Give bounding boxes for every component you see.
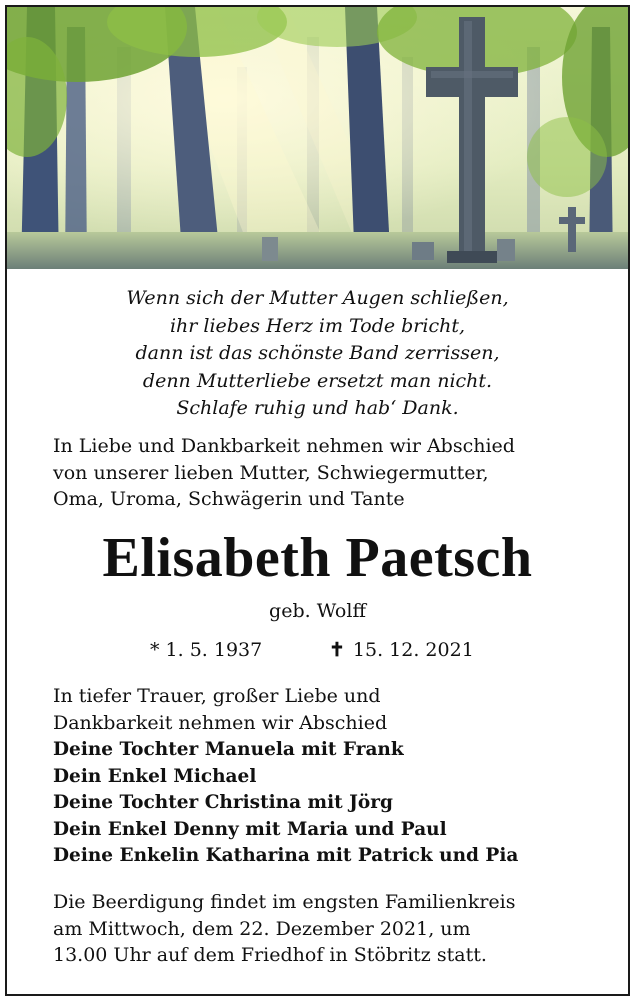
mourner-entry: Dein Enkel Denny mit Maria und Paul <box>53 818 447 840</box>
birth-star-icon: * <box>150 639 160 661</box>
birth-name: geb. Wolff <box>269 600 366 622</box>
mourner-entry: Deine Tochter Manuela mit Frank <box>53 739 404 760</box>
obituary-notice <box>5 5 630 996</box>
death-date: 15. 12. 2021 <box>352 639 474 661</box>
mourning-line: In tiefer Trauer, großer Liebe und <box>53 685 381 707</box>
poem-line: ihr liebes Herz im Tode bricht, <box>169 314 466 337</box>
poem-verse <box>7 285 628 423</box>
cemetery-banner-image <box>7 7 628 269</box>
funeral-line: Die Beerdigung findet im engsten Familienkreis <box>53 891 516 913</box>
intro-line: Oma, Uroma, Schwägerin und Tante <box>53 488 405 510</box>
funeral-line: am Mittwoch, dem 22. Dezember 2021, um <box>53 917 471 940</box>
poem-line: dann ist das schönste Band zerrissen, <box>135 342 500 364</box>
mourning-intro <box>53 683 613 736</box>
poem-line: Schlafe ruhig und hab‘ Dank. <box>176 397 459 419</box>
death-date-group <box>329 636 474 664</box>
intro-line: In Liebe und Dankbarkeit nehmen wir Abschied <box>53 435 515 457</box>
mourners-list <box>53 737 613 870</box>
poem-line: Wenn sich der Mutter Augen schließen, <box>126 287 509 309</box>
life-dates <box>7 636 628 666</box>
poem-line: denn Mutterliebe ersetzt man nicht. <box>142 369 493 392</box>
birth-date: 1. 5. 1937 <box>165 639 263 661</box>
intro-line: von unserer lieben Mutter, Schwiegermutter, <box>53 461 489 484</box>
mourning-line: Dankbarkeit nehmen wir Abschied <box>53 711 388 734</box>
mourner-entry: Dein Enkel Michael <box>53 765 257 787</box>
funeral-notice <box>53 889 613 969</box>
birth-date-group <box>150 636 262 664</box>
mourner-entry: Deine Tochter Christina mit Jörg <box>53 792 393 813</box>
death-cross-icon: ✝ <box>329 639 345 661</box>
mourner-entry: Deine Enkelin Katharina mit Patrick und Pia <box>53 845 519 866</box>
deceased-name: Elisabeth Paetsch <box>102 527 533 589</box>
farewell-intro <box>53 433 613 513</box>
funeral-line: 13.00 Uhr auf dem Friedhof in Stöbritz statt. <box>53 944 487 966</box>
